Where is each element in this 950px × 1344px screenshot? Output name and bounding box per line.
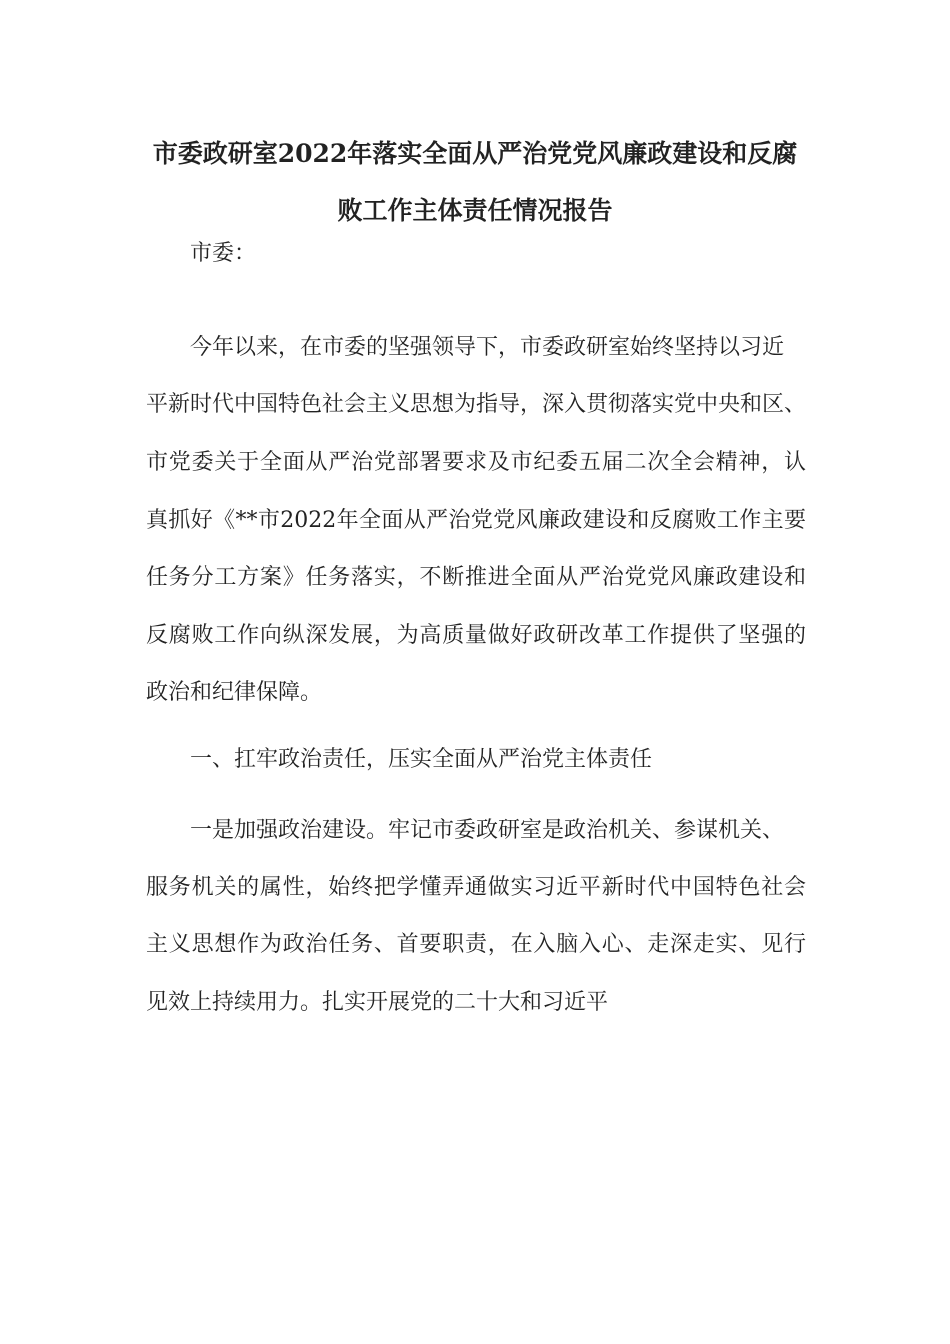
paragraph-1-line-2: 平新时代中国特色社会主义思想为指导，深入贯彻落实党中央和区、	[146, 392, 807, 417]
paragraph-2-line-3: 主义思想作为政治任务、首要职责，在入脑入心、走深走实、见行	[146, 932, 806, 957]
paragraph-1-line-4: 真抓好《**市2022年全面从严治党党风廉政建设和反腐败工作主要	[146, 508, 806, 533]
paragraph-2-line-1: 一是加强政治建设。牢记市委政研室是政治机关、参谋机关、	[190, 818, 785, 843]
section-1-heading: 一、扛牢政治责任，压实全面从严治党主体责任	[190, 747, 653, 772]
paragraph-2-line-2: 服务机关的属性，始终把学懂弄通做实习近平新时代中国特色社会	[146, 875, 806, 900]
document-title-line-1: 市委政研室2022年落实全面从严治党党风廉政建设和反腐	[152, 139, 798, 168]
paragraph-1-line-3: 市党委关于全面从严治党部署要求及市纪委五届二次全会精神，认	[146, 450, 806, 475]
paragraph-1-line-1: 今年以来，在市委的坚强领导下，市委政研室始终坚持以习近	[190, 335, 785, 360]
paragraph-1-line-5: 任务分工方案》任务落实，不断推进全面从严治党党风廉政建设和	[146, 565, 806, 590]
paragraph-1-line-6: 反腐败工作向纵深发展，为高质量做好政研改革工作提供了坚强的	[146, 623, 806, 648]
salutation: 市委：	[190, 241, 257, 266]
paragraph-2-line-4: 见效上持续用力。扎实开展党的二十大和习近平	[146, 990, 609, 1015]
document-title-line-2: 败工作主体责任情况报告	[337, 196, 613, 225]
paragraph-1-line-7: 政治和纪律保障。	[146, 680, 323, 705]
